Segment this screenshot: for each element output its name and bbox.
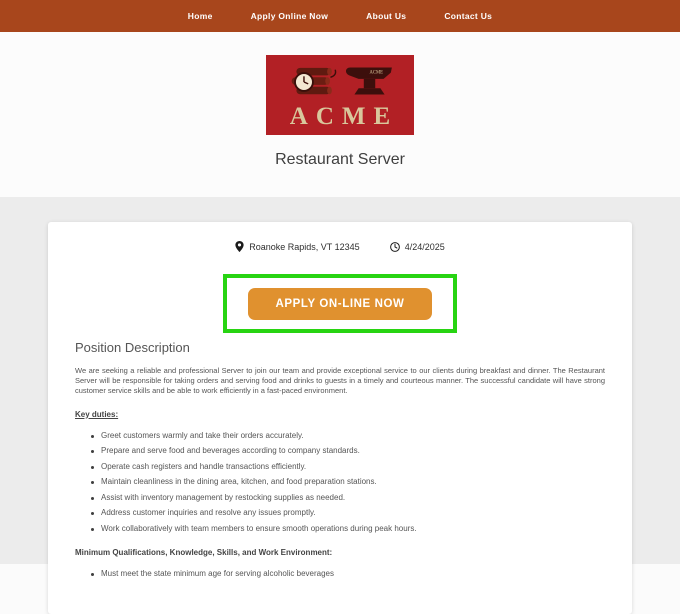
- duty-item: Prepare and serve food and beverages according to company standards.: [90, 446, 605, 456]
- dynamite-clock-icon: [286, 62, 338, 102]
- key-duties-heading: Key duties:: [75, 409, 119, 419]
- duty-item: Address customer inquiries and resolve any issues promptly.: [90, 508, 605, 518]
- anvil-brand-text: ACME: [369, 70, 383, 76]
- nav-link[interactable]: Apply Online Now: [250, 11, 329, 21]
- nav-link[interactable]: Contact Us: [444, 11, 493, 21]
- job-date: [390, 242, 445, 252]
- duty-item: Work collaboratively with team members to ensure smooth operations during peak hours.: [90, 524, 605, 534]
- minimum-qualifications-heading: Minimum Qualifications, Knowledge, Skills, and Work Environment:: [75, 547, 333, 557]
- nav-link[interactable]: Home: [187, 11, 213, 21]
- top-navigation: [0, 0, 680, 32]
- nav-link[interactable]: About Us: [366, 11, 407, 21]
- highlight-box: [223, 274, 456, 333]
- clock-icon: [390, 242, 400, 252]
- duty-item: Operate cash registers and handle transactions efficiently.: [90, 462, 605, 472]
- apply-section: [75, 274, 605, 333]
- duty-item: Assist with inventory management by restocking supplies as needed.: [90, 493, 605, 503]
- qualifications-list: [75, 569, 605, 579]
- job-location: [235, 241, 359, 252]
- key-duties-list: [75, 431, 605, 534]
- job-title: Restaurant Server: [275, 151, 405, 168]
- job-date-text: 4/24/2025: [404, 241, 445, 252]
- apply-online-now-button[interactable]: APPLY ON-LINE NOW: [248, 288, 431, 320]
- qualification-item: Must meet the state minimum age for serving alcoholic beverages: [90, 569, 605, 579]
- acme-logo: [266, 55, 414, 135]
- job-location-text: Roanoke Rapids, VT 12345: [249, 241, 360, 252]
- page-header: [0, 32, 680, 197]
- anvil-icon: [343, 62, 395, 102]
- job-posting-card: [48, 222, 632, 614]
- position-description-heading: Position Description: [75, 340, 190, 355]
- logo-brand-text: ACME: [289, 103, 399, 130]
- duty-item: Maintain cleanliness in the dining area, kitchen, and food preparation stations.: [90, 477, 605, 487]
- logo-graphics: [286, 61, 395, 103]
- job-meta-row: [75, 241, 605, 252]
- position-description-text: We are seeking a reliable and professional Server to join our team and provide exceptional service to our clients during breakfast and dinner. The Restaurant Server will be responsible for taking orders and serving food and drinks to guests in a timely and courteous manner. The successful candidate will have strong customer service skills and be able to work efficiently in a fast-paced environment.: [75, 365, 605, 395]
- duty-item: Greet customers warmly and take their orders accurately.: [90, 431, 605, 441]
- location-pin-icon: [235, 241, 244, 252]
- main-area: [0, 197, 680, 578]
